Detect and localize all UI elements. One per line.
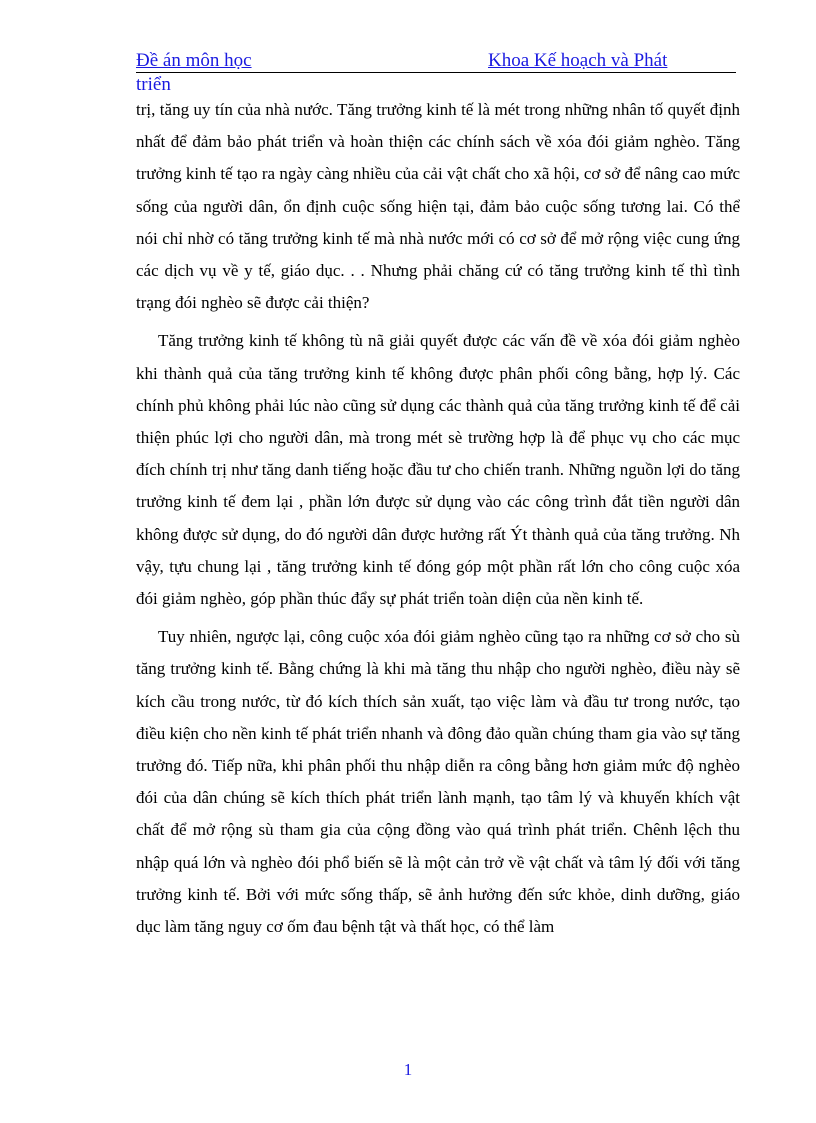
paragraph-3: Tuy nhiên, ngược lại, công cuộc xóa đói giảm nghèo cũng tạo ra những cơ sở cho sù tăng trưởng kinh tế. Bằng chứng là khi mà tăng thu nhập cho người nghèo, điều này sẽ kích cầu trong nước, từ đó kích thích sản xuất, tạo việc làm và đầu tư trong nước, tạo điều kiện cho nền kinh tế phát triển nhanh và đông đảo quần chúng tham gia vào sự tăng trưởng đó. Tiếp nữa, khi phân phối thu nhập diễn ra công bằng hơn giảm mức độ nghèo đói của dân chúng sẽ kích thích phát triển lành mạnh, tạo tâm lý và khuyến khích vật chất để mở rộng sù tham gia của cộng đồng vào quá trình phát triển. Chênh lệch thu nhập quá lớn và nghèo đói phổ biến sẽ là một cản trở về vật chất và tâm lý đối với tăng trưởng kinh tế. Bởi với mức sống thấp, sẽ ảnh hưởng đến sức khỏe, dinh dưỡng, giáo dục làm tăng nguy cơ ốm đau bệnh tật và thất học, có thể làm xyxy=(136,627,740,937)
paragraph-1: trị, tăng uy tín của nhà nước. Tăng trưởng kinh tế là mét trong những nhân tố quyết định nhất để đảm bảo phát triển và hoàn thiện các chính sách về xóa đói giảm nghèo. Tăng trưởng kinh tế tạo ra ngày càng nhiều của cải vật chất cho xã hội, cơ sở để nâng cao mức sống của người dân, ổn định cuộc sống hiện tại, đảm bảo cuộc sống tương lai. Có thể nói chỉ nhờ có tăng trưởng kinh tế mà nhà nước mới có cơ sở để mở rộng việc cung ứng các dịch vụ về y tế, giáo dục. . . Nhưng phải chăng cứ có tăng trưởng kinh tế thì tình trạng đói nghèo sẽ được cải thiện? xyxy=(136,100,740,313)
document-body xyxy=(136,94,740,949)
paragraph-2: Tăng trưởng kinh tế không tù nã giải quyết được các vấn đề về xóa đói giảm nghèo khi thành quả của tăng trưởng kinh tế không được phân phối công bằng, hợp lý. Các chính phủ không phải lúc nào cũng sử dụng các thành quả của tăng trưởng kinh tế để cải thiện phúc lợi cho người dân, mà trong mét sè trường hợp là để phục vụ cho các mục đích chính trị như tăng danh tiếng hoặc đầu tư cho chiến tranh. Những nguồn lợi do tăng trưởng kinh tế đem lại , phần lớn được sử dụng vào các công trình đắt tiền người dân không được sử dụng, do đó người dân được hưởng rất Ýt thành quả của tăng trưởng. Nh vậy, tựu chung lại , tăng trưởng kinh tế đóng góp một phần rất lớn cho công cuộc xóa đói giảm nghèo, góp phần thúc đẩy sự phát triển toàn diện của nền kinh tế. xyxy=(136,331,740,609)
header-faculty-name-continued: triển xyxy=(136,74,171,95)
page-header xyxy=(136,50,736,95)
header-course-title: Đề án môn học xyxy=(136,50,252,71)
header-faculty-name: Khoa Kế hoạch và Phát xyxy=(488,50,668,71)
page-number: 1 xyxy=(403,1060,413,1079)
header-row xyxy=(136,50,736,73)
